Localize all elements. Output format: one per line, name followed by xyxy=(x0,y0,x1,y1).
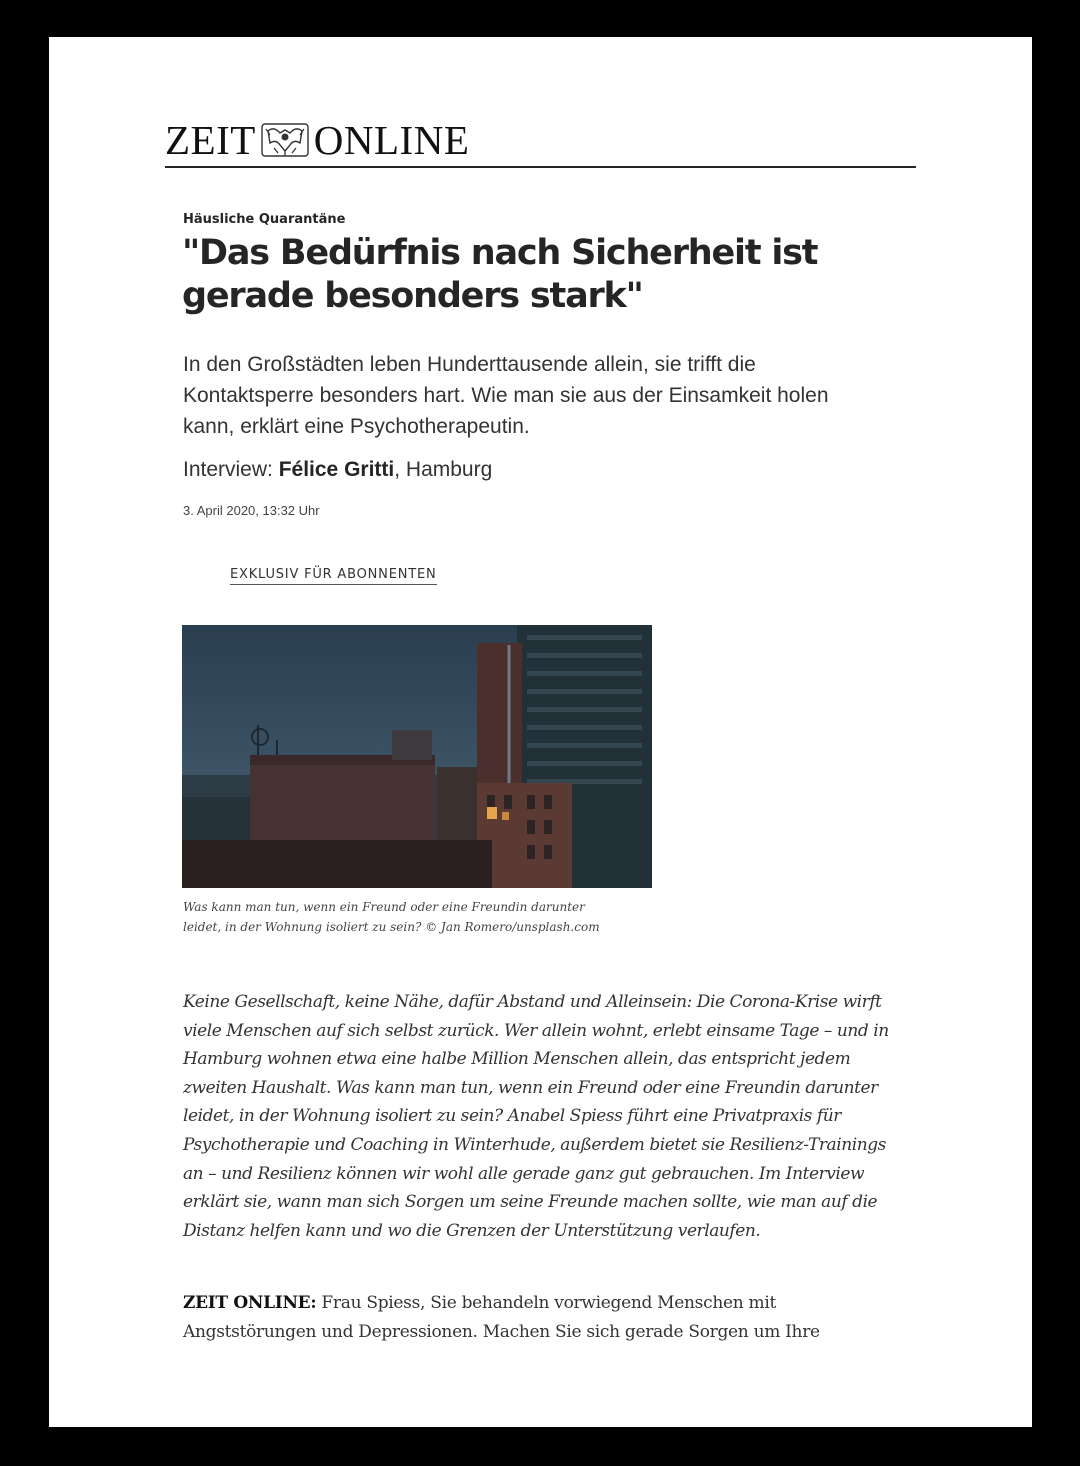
zeit-online-logo[interactable] xyxy=(165,115,469,165)
exclusive-badge[interactable]: EXKLUSIV FÜR ABONNENTEN xyxy=(230,567,437,585)
byline-location: , Hamburg xyxy=(394,458,493,481)
eagle-crest-icon xyxy=(260,121,310,159)
article-summary: In den Großstädten leben Hunderttausende allein, sie trifft die Kontaktsperre besonders hart. Wie man sie aus der Einsamkeit holen kann, erklärt eine Psychotherapeutin. xyxy=(183,353,829,438)
article-image xyxy=(182,625,652,888)
byline xyxy=(183,458,492,482)
question-text: Frau Spiess, Sie behandeln vorwiegend Menschen mit Angststörungen und Depressionen. Machen Sie sich gerade Sorgen um Ihre xyxy=(183,1293,820,1342)
byline-prefix: Interview: xyxy=(183,458,279,481)
question-speaker: ZEIT ONLINE: xyxy=(183,1293,317,1313)
interview-question xyxy=(183,1289,903,1347)
article-kicker: Häusliche Quarantäne xyxy=(183,212,346,227)
article-intro: Keine Gesellschaft, keine Nähe, dafür Abstand und Alleinsein: Die Corona-Krise wirft viele Menschen auf sich selbst zurück. Wer allein wohnt, erlebt einsame Tage – und in Hamburg wohnen etwa eine halbe Million Menschen allein, das entspricht jedem zweiten Haushalt. Was kann man tun, wenn ein Freund oder eine Freundin darunter leidet, in der Wohnung isoliert zu sein? Anabel Spiess führt eine Privatpraxis für Psychotherapie und Coaching in Winterhude, außerdem bietet sie Resilienz-Trainings an – und Resilienz können wir wohl alle gerade ganz gut gebrauchen. Im Interview erklärt sie, wann man sich Sorgen um seine Freunde machen sollte, wie man auf die Distanz helfen kann und wo die Grenzen der Unterstützung verlaufen. xyxy=(183,992,889,1241)
article-page xyxy=(49,37,1032,1427)
logo-online: ONLINE xyxy=(313,117,470,163)
logo-zeit: ZEIT xyxy=(165,117,256,163)
article-headline: "Das Bedürfnis nach Sicherheit ist gerade besonders stark" xyxy=(182,233,818,316)
publish-date: 3. April 2020, 13:32 Uhr xyxy=(183,503,320,518)
image-caption: Was kann man tun, wenn ein Freund oder eine Freundin darunter leidet, in der Wohnung isoliert zu sein? © Jan Romero/unsplash.com xyxy=(183,900,600,934)
masthead-divider xyxy=(165,166,916,168)
author-name[interactable]: Félice Gritti xyxy=(278,458,395,481)
